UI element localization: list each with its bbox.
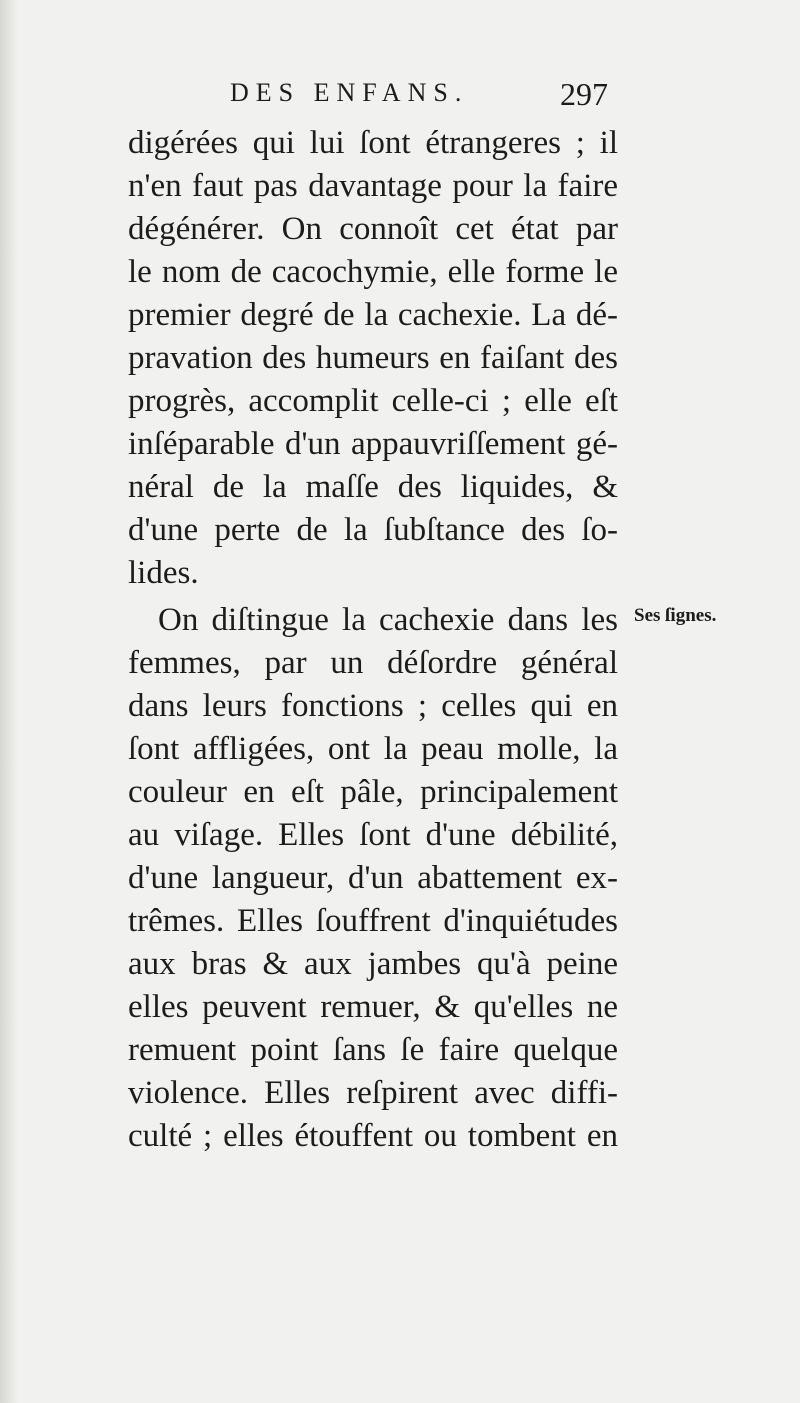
text-line: néral de la maſſe des liquides, & [128,469,618,505]
text-line: pravation des humeurs en faiſant des [128,340,618,376]
text-line: d'une perte de la ſubſtance des ſo- [128,512,618,548]
margin-note: Ses ſignes. [634,605,717,626]
text-line: inſéparable d'un appauvriſſement gé- [128,426,618,462]
text-line: le nom de cacochymie, elle forme le [128,254,618,290]
text-line: digérées qui lui ſont étrangeres ; il [128,125,618,161]
text-line: remuent point ſans ſe faire quelque [128,1032,618,1068]
text-line: elles peuvent remuer, & qu'elles ne [128,989,618,1025]
text-line: d'une langueur, d'un abattement ex- [128,860,618,896]
text-line: On diſtingue la cachexie dans les [158,602,618,638]
text-line: progrès, accomplit celle-ci ; elle eſt [128,383,618,419]
text-line: ſont affligées, ont la peau molle, la [128,731,618,767]
text-line: couleur en eſt pâle, principalement [128,774,618,810]
text-line: trêmes. Elles ſouffrent d'inquiétudes [128,903,618,939]
running-head: DES ENFANS. [230,78,469,107]
text-line: premier degré de la cachexie. La dé- [128,297,618,333]
text-line: aux bras & aux jambes qu'à peine [128,946,618,982]
text-line: au viſage. Elles ſont d'une débilité, [128,817,618,853]
text-line: violence. Elles reſpirent avec diffi- [128,1075,618,1111]
text-line: culté ; elles étouffent ou tombent en [128,1118,618,1154]
body-text [128,122,618,1158]
text-line: lides. [128,555,199,591]
text-line: dans leurs fonctions ; celles qui en [128,688,618,724]
page-number: 297 [560,76,608,112]
page-edge-shadow [0,0,18,1403]
text-line: n'en faut pas davantage pour la faire [128,168,618,204]
text-line: dégénérer. On connoît cet état par [128,211,618,247]
text-line: femmes, par un déſordre général [128,645,618,681]
